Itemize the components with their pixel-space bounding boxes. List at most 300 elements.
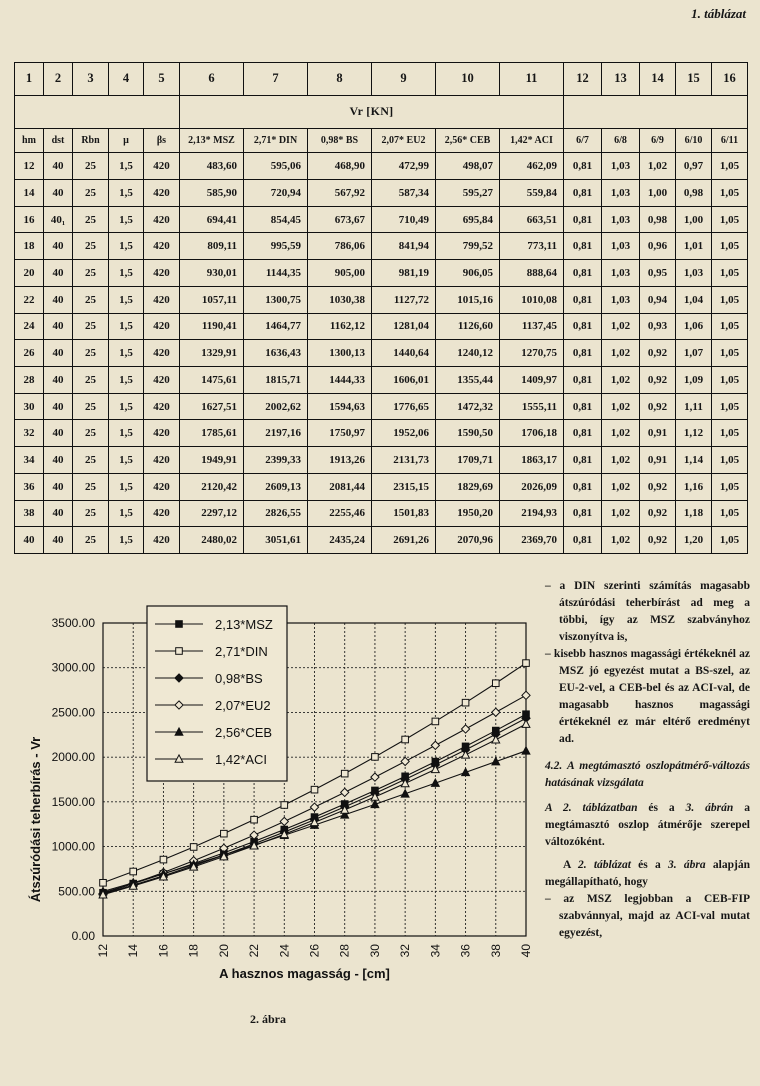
table-cell: 1913,26	[308, 447, 372, 474]
x-tick-label: 32	[398, 944, 413, 958]
table-cell: 809,11	[180, 233, 244, 260]
table-cell: 1355,44	[436, 366, 500, 393]
table-cell: 462,09	[500, 153, 564, 180]
table-cell: 420	[144, 420, 180, 447]
table-cell: 995,59	[244, 233, 308, 260]
table-cell: 0,81	[564, 473, 602, 500]
table-cell: 24	[15, 313, 44, 340]
data-point	[310, 803, 318, 811]
data-point	[462, 699, 469, 706]
table-cell: 40	[44, 393, 73, 420]
table-cell: 1829,69	[436, 473, 500, 500]
table-cell: 1,05	[712, 473, 748, 500]
table-cell: 0,81	[564, 260, 602, 287]
legend-marker	[176, 621, 183, 628]
column-number: 2	[44, 63, 73, 96]
table-row	[15, 153, 748, 180]
table-cell: 1,18	[676, 500, 712, 527]
table-cell: 1,5	[109, 527, 144, 554]
table-cell: 0,96	[640, 233, 676, 260]
table-cell: 25	[73, 473, 109, 500]
x-tick-label: 26	[307, 944, 322, 958]
table-cell: 40	[44, 527, 73, 554]
x-tick-label: 16	[156, 944, 171, 958]
table-cell: 40	[44, 233, 73, 260]
table-cell: 1555,11	[500, 393, 564, 420]
table-cell: 1,16	[676, 473, 712, 500]
table-cell: 1,05	[712, 340, 748, 367]
table-cell: 40	[44, 366, 73, 393]
table-cell: 25	[73, 180, 109, 207]
table-row	[15, 313, 748, 340]
section-heading: 4.2. A megtámasztó oszlopátmérő-változás hatásának vizsgálata	[545, 760, 750, 789]
table-cell: 1,02	[640, 153, 676, 180]
table-cell: 1,03	[602, 286, 640, 313]
table-cell: 1,05	[712, 180, 748, 207]
x-axis-title: A hasznos magasság - [cm]	[219, 966, 390, 981]
table-cell: 0,92	[640, 393, 676, 420]
table-cell: 1952,06	[372, 420, 436, 447]
legend-label: 2,71*DIN	[215, 644, 268, 659]
table-cell: 1950,20	[436, 500, 500, 527]
table-cell: 0,81	[564, 500, 602, 527]
table-cell: 587,34	[372, 180, 436, 207]
table-row	[15, 180, 748, 207]
table-cell: 595,06	[244, 153, 308, 180]
table-cell: 420	[144, 473, 180, 500]
table-cell: 1,05	[712, 500, 748, 527]
y-tick-label: 0.00	[71, 929, 95, 943]
figure-2-chart	[0, 590, 545, 990]
table-cell: 420	[144, 447, 180, 474]
table-cell: 0,92	[640, 473, 676, 500]
table-cell: 1472,32	[436, 393, 500, 420]
column-number: 6	[180, 63, 244, 96]
table-cell: 1440,64	[372, 340, 436, 367]
table-cell: 0,92	[640, 527, 676, 554]
legend-label: 0,98*BS	[215, 671, 263, 686]
table-cell: 25	[73, 527, 109, 554]
column-header: 6/11	[712, 128, 748, 153]
table-cell: 981,19	[372, 260, 436, 287]
table-cell: 1636,43	[244, 340, 308, 367]
table-cell: 40	[44, 153, 73, 180]
table-cell: 0,81	[564, 153, 602, 180]
table-cell: 1464,77	[244, 313, 308, 340]
data-point	[523, 660, 530, 667]
table-cell: 40₁	[44, 206, 73, 233]
table-cell: 1,02	[602, 527, 640, 554]
chart-svg	[0, 590, 545, 990]
x-tick-label: 36	[458, 944, 473, 958]
table-cell: 483,60	[180, 153, 244, 180]
table-cell: 2691,26	[372, 527, 436, 554]
y-tick-label: 3000.00	[51, 660, 95, 675]
table-cell: 1,5	[109, 233, 144, 260]
column-header: 6/8	[602, 128, 640, 153]
column-header: 6/7	[564, 128, 602, 153]
table-cell: 1137,45	[500, 313, 564, 340]
table-cell: 1,5	[109, 366, 144, 393]
table-cell: 1,02	[602, 473, 640, 500]
table-cell: 1444,33	[308, 366, 372, 393]
bullet-ceb: – az MSZ legjobban a CEB-FIP szabvánnyal, majd az ACI-val mutat egyezést,	[545, 893, 750, 939]
paragraph-1: A 2. táblázatban és a 3. ábrán a megtámasztó oszlop átmérője szerepel változóként.	[545, 802, 750, 848]
column-number: 10	[436, 63, 500, 96]
table-cell: 420	[144, 527, 180, 554]
table-row	[15, 206, 748, 233]
x-tick-label: 40	[519, 944, 533, 958]
table-cell: 420	[144, 393, 180, 420]
table-cell: 0,98	[640, 206, 676, 233]
table-cell: 1590,50	[436, 420, 500, 447]
table-cell: 2120,42	[180, 473, 244, 500]
y-tick-label: 3500.00	[51, 616, 95, 630]
bullet-din: – a DIN szerinti számítás magasabb átszúródási teherbírást ad meg a többi, így az MSZ szabványhoz viszonyítva is,	[545, 580, 750, 643]
column-header: 6/10	[676, 128, 712, 153]
table-cell: 40	[44, 340, 73, 367]
column-header: 2,56* CEB	[436, 128, 500, 153]
table-cell: 28	[15, 366, 44, 393]
table-cell: 420	[144, 180, 180, 207]
table-cell: 1144,35	[244, 260, 308, 287]
y-axis-title: Átszúródási teherbírás - Vr	[28, 736, 43, 903]
table-cell: 40	[44, 447, 73, 474]
table-cell: 3051,61	[244, 527, 308, 554]
table-cell: 0,81	[564, 206, 602, 233]
table-cell: 25	[73, 420, 109, 447]
table-cell: 16	[15, 206, 44, 233]
table-cell: 0,97	[676, 153, 712, 180]
table-cell: 1,00	[640, 180, 676, 207]
table-row	[15, 473, 748, 500]
table-cell: 1329,91	[180, 340, 244, 367]
table-cell: 20	[15, 260, 44, 287]
table-cell: 2131,73	[372, 447, 436, 474]
table-cell: 1,05	[712, 260, 748, 287]
column-number: 12	[564, 63, 602, 96]
table-cell: 695,84	[436, 206, 500, 233]
table-cell: 1,14	[676, 447, 712, 474]
table-cell: 585,90	[180, 180, 244, 207]
table-row	[15, 340, 748, 367]
data-point	[280, 817, 288, 825]
table-cell: 1,05	[712, 366, 748, 393]
table-cell: 472,99	[372, 153, 436, 180]
column-number: 8	[308, 63, 372, 96]
table-cell: 25	[73, 366, 109, 393]
table-cell: 420	[144, 366, 180, 393]
table-cell: 26	[15, 340, 44, 367]
data-point	[100, 879, 107, 886]
table-cell: 2194,93	[500, 500, 564, 527]
table-cell: 1,03	[602, 153, 640, 180]
table-cell: 1750,97	[308, 420, 372, 447]
table-row	[15, 500, 748, 527]
table-cell: 25	[73, 153, 109, 180]
column-header: 0,98* BS	[308, 128, 372, 153]
data-point	[522, 747, 530, 754]
table-cell: 1,05	[712, 233, 748, 260]
x-tick-label: 20	[216, 944, 231, 958]
column-number: 9	[372, 63, 436, 96]
body-text-column	[545, 578, 750, 942]
table-cell: 906,05	[436, 260, 500, 287]
table-cell: 0,81	[564, 447, 602, 474]
table-cell: 2399,33	[244, 447, 308, 474]
table-cell: 0,81	[564, 340, 602, 367]
table-cell: 0,95	[640, 260, 676, 287]
table-cell: 1,07	[676, 340, 712, 367]
table-cell: 0,93	[640, 313, 676, 340]
table-cell: 930,01	[180, 260, 244, 287]
table-cell: 420	[144, 313, 180, 340]
table-cell: 1,5	[109, 340, 144, 367]
table-cell: 1,03	[602, 233, 640, 260]
table-cell: 1606,01	[372, 366, 436, 393]
table-cell: 0,92	[640, 500, 676, 527]
table-cell: 25	[73, 206, 109, 233]
table-cell: 1,05	[712, 447, 748, 474]
table-cell: 40	[44, 286, 73, 313]
data-point	[492, 680, 499, 687]
table-cell: 694,41	[180, 206, 244, 233]
table-cell: 2255,46	[308, 500, 372, 527]
table-cell: 1,5	[109, 206, 144, 233]
table-cell: 841,94	[372, 233, 436, 260]
column-number: 13	[602, 63, 640, 96]
table-cell: 420	[144, 500, 180, 527]
table-cell: 22	[15, 286, 44, 313]
data-point	[402, 736, 409, 743]
table-cell: 25	[73, 447, 109, 474]
table-cell: 1949,91	[180, 447, 244, 474]
data-point	[522, 691, 530, 699]
table-cell: 595,27	[436, 180, 500, 207]
table-cell: 1,02	[602, 366, 640, 393]
column-number: 14	[640, 63, 676, 96]
data-point	[341, 770, 348, 777]
table-cell: 2081,44	[308, 473, 372, 500]
table-cell: 1,03	[602, 260, 640, 287]
data-point	[522, 720, 530, 727]
y-tick-label: 2000.00	[51, 750, 95, 765]
table-cell: 2315,15	[372, 473, 436, 500]
table-cell: 1627,51	[180, 393, 244, 420]
column-header: βs	[144, 128, 180, 153]
column-number: 4	[109, 63, 144, 96]
column-number-row	[15, 63, 748, 96]
table-cell: 1,03	[602, 206, 640, 233]
table-cell: 0,94	[640, 286, 676, 313]
table-cell: 40	[44, 420, 73, 447]
y-tick-label: 500.00	[58, 884, 95, 899]
table-cell: 25	[73, 233, 109, 260]
table-cell: 1,00	[676, 206, 712, 233]
table-cell: 1,09	[676, 366, 712, 393]
column-header: µ	[109, 128, 144, 153]
table-cell: 40	[44, 260, 73, 287]
table-cell: 1162,12	[308, 313, 372, 340]
data-point	[461, 725, 469, 733]
table-cell: 1785,61	[180, 420, 244, 447]
bullet-msz: – kisebb hasznos magassági értékeknél az MSZ jó egyezést mutat a BS-szel, az EU-2-vel, a CEB-bel és az ACI-val, de magasabb hasznos magassági értékeknél ez már eltérő eredményt ad.	[545, 648, 750, 745]
column-number: 16	[712, 63, 748, 96]
table-cell: 2002,62	[244, 393, 308, 420]
legend-marker	[176, 648, 183, 655]
data-point	[130, 868, 137, 875]
column-header: hm	[15, 128, 44, 153]
table-cell: 1126,60	[436, 313, 500, 340]
table-cell: 1,5	[109, 286, 144, 313]
table-cell: 567,92	[308, 180, 372, 207]
data-point	[160, 856, 167, 863]
table-cell: 0,91	[640, 420, 676, 447]
data-point	[492, 708, 500, 716]
table-cell: 34	[15, 447, 44, 474]
table-cell: 18	[15, 233, 44, 260]
data-point	[341, 788, 349, 796]
table-cell: 786,06	[308, 233, 372, 260]
table-cell: 1,11	[676, 393, 712, 420]
table-cell: 25	[73, 393, 109, 420]
table-cell: 420	[144, 340, 180, 367]
y-tick-label: 2500.00	[51, 705, 95, 720]
x-tick-label: 30	[367, 944, 382, 958]
data-point	[432, 718, 439, 725]
table-cell: 40	[15, 527, 44, 554]
x-tick-label: 28	[337, 944, 352, 958]
table-cell: 1815,71	[244, 366, 308, 393]
table-cell: 773,11	[500, 233, 564, 260]
table-cell: 1,20	[676, 527, 712, 554]
data-point	[492, 736, 500, 743]
table-cell: 1030,38	[308, 286, 372, 313]
table-cell: 1,5	[109, 153, 144, 180]
table-row	[15, 527, 748, 554]
table-cell: 1281,04	[372, 313, 436, 340]
table-cell: 25	[73, 286, 109, 313]
table-row	[15, 366, 748, 393]
table-cell: 1706,18	[500, 420, 564, 447]
table-number-label: 1. táblázat	[691, 6, 746, 21]
table-cell: 1,05	[712, 206, 748, 233]
table-cell: 1,05	[712, 286, 748, 313]
table-cell: 1501,83	[372, 500, 436, 527]
data-point	[371, 773, 379, 781]
table-cell: 0,81	[564, 527, 602, 554]
x-tick-label: 22	[247, 944, 262, 958]
table-cell: 1,02	[602, 313, 640, 340]
x-tick-label: 18	[186, 944, 201, 958]
table-cell: 0,81	[564, 286, 602, 313]
table-cell: 1,02	[602, 500, 640, 527]
group-header-row	[15, 95, 748, 128]
table-cell: 25	[73, 260, 109, 287]
table-cell: 1594,63	[308, 393, 372, 420]
column-number: 15	[676, 63, 712, 96]
table-cell: 1,5	[109, 500, 144, 527]
table-cell: 1,5	[109, 473, 144, 500]
table-cell: 663,51	[500, 206, 564, 233]
table-cell: 25	[73, 340, 109, 367]
x-tick-label: 14	[126, 944, 141, 958]
table-cell: 2609,13	[244, 473, 308, 500]
table-cell: 0,81	[564, 420, 602, 447]
table-cell: 468,90	[308, 153, 372, 180]
x-tick-label: 38	[488, 944, 503, 958]
table-row	[15, 447, 748, 474]
data-point	[372, 754, 379, 761]
data-point	[190, 844, 197, 851]
table-cell: 1,02	[602, 340, 640, 367]
table-cell: 2070,96	[436, 527, 500, 554]
legend-label: 2,13*MSZ	[215, 617, 273, 632]
figure-caption: 2. ábra	[250, 1012, 286, 1026]
table-cell: 1,5	[109, 260, 144, 287]
table-cell: 40	[44, 473, 73, 500]
table-cell: 905,00	[308, 260, 372, 287]
table-cell: 0,92	[640, 340, 676, 367]
column-header: 1,42* ACI	[500, 128, 564, 153]
data-point	[221, 830, 228, 837]
x-tick-label: 34	[428, 944, 443, 958]
table-cell: 1,02	[602, 447, 640, 474]
column-header: dst	[44, 128, 73, 153]
table-cell: 1,05	[712, 420, 748, 447]
table-cell: 1863,17	[500, 447, 564, 474]
table-cell: 2026,09	[500, 473, 564, 500]
paragraph-2: A 2. táblázat és a 3. ábra alapján megállapítható, hogy	[545, 859, 750, 888]
column-header: 2,13* MSZ	[180, 128, 244, 153]
column-number: 3	[73, 63, 109, 96]
table-cell: 0,81	[564, 366, 602, 393]
table-row	[15, 260, 748, 287]
table-cell: 1270,75	[500, 340, 564, 367]
table-cell: 720,94	[244, 180, 308, 207]
table-cell: 1,5	[109, 313, 144, 340]
table-cell: 1300,13	[308, 340, 372, 367]
data-point	[431, 741, 439, 749]
results-table	[14, 62, 748, 554]
table-cell: 0,91	[640, 447, 676, 474]
table-cell: 1409,97	[500, 366, 564, 393]
table-cell: 1,05	[712, 153, 748, 180]
table-cell: 1190,41	[180, 313, 244, 340]
table-cell: 1709,71	[436, 447, 500, 474]
table-cell: 799,52	[436, 233, 500, 260]
table-cell: 1057,11	[180, 286, 244, 313]
table-cell: 1,5	[109, 393, 144, 420]
data-point	[311, 786, 318, 793]
table-cell: 1015,16	[436, 286, 500, 313]
table-cell: 1,5	[109, 180, 144, 207]
x-tick-label: 12	[96, 944, 110, 958]
table-row	[15, 393, 748, 420]
table-cell: 2297,12	[180, 500, 244, 527]
table-cell: 1,12	[676, 420, 712, 447]
table-cell: 12	[15, 153, 44, 180]
group-header-blank	[564, 95, 748, 128]
table-cell: 0,81	[564, 313, 602, 340]
column-number: 1	[15, 63, 44, 96]
table-cell: 2197,16	[244, 420, 308, 447]
table-cell: 420	[144, 206, 180, 233]
table-cell: 14	[15, 180, 44, 207]
table-cell: 0,81	[564, 180, 602, 207]
table-cell: 420	[144, 153, 180, 180]
table-cell: 1010,08	[500, 286, 564, 313]
